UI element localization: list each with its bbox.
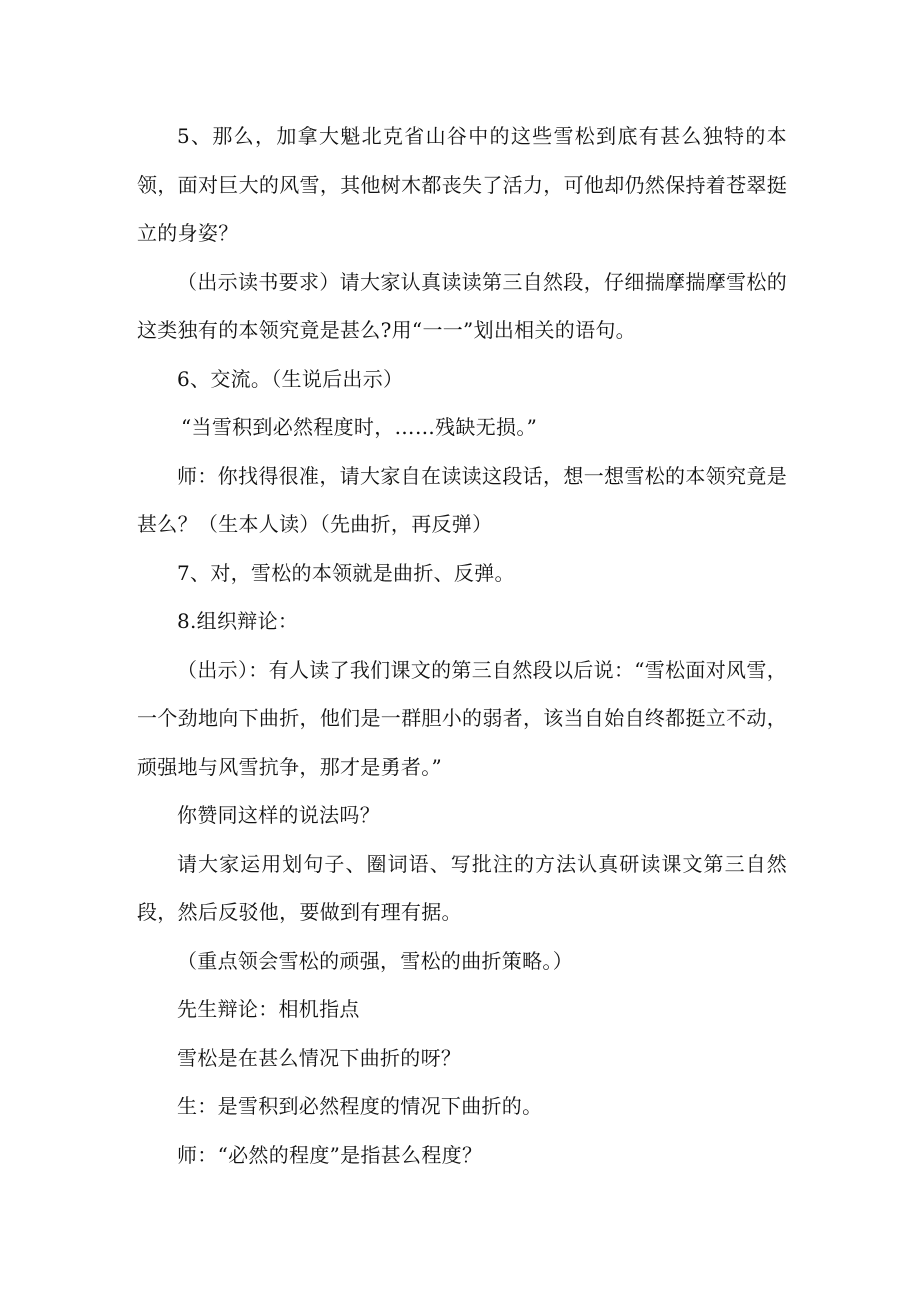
paragraph-agree-question: 你赞同这样的说法吗？ [177,803,380,827]
paragraph-teacher-guidance: 先生辩论：相机指点 [177,997,360,1021]
paragraph-teacher-prompt: 师：你找得很准，请大家自在读读这段话，想一想雪松的本领究竟是甚么？（生本人读）（先曲折，再反弹） [137,463,787,536]
paragraph-exchange-6: 6、交流。（生说后出示） [177,366,404,391]
paragraph-question-5: 5、那么，加拿大魁北克省山谷中的这些雪松到底有甚么独特的本领，面对巨大的风雪，其他树木都丧失了活力，可他却仍然保持着苍翠挺立的身姿？ [137,124,787,245]
paragraph-quoted-text: “当雪积到必然程度时，……残缺无损。” [181,415,538,439]
document-body [137,112,787,1179]
paragraph-reading-requirement: （出示读书要求）请大家认真读读第三自然段，仔细揣摩揣摩雪松的这类独有的本领究竟是甚么?用“一一”划出相关的语句。 [137,269,787,342]
paragraph-bending-question: 雪松是在甚么情况下曲折的呀？ [177,1045,462,1070]
paragraph-debate-8: 8.组织辩论： [177,609,299,633]
paragraph-teacher-question: 师：“必然的程度”是指甚么程度？ [177,1142,483,1167]
paragraph-student-answer: 生：是雪积到必然程度的情况下曲折的。 [177,1094,543,1118]
paragraph-debate-statement: （出示）：有人读了我们课文的第三自然段以后说：“雪松面对风雪，一个劲地向下曲折，他们是一群胆小的弱者，该当自始自终都挺立不动，顽强地与风雪抗争，那才是勇者。” [137,657,787,779]
paragraph-study-method: 请大家运用划句子、圈词语、写批注的方法认真研读课文第三自然段，然后反驳他，要做到有理有据。 [137,851,787,924]
paragraph-point-7: 7、对，雪松的本领就是曲折、反弹。 [177,560,515,585]
paragraph-key-focus: （重点领会雪松的顽强，雪松的曲折策略。） [177,948,573,973]
